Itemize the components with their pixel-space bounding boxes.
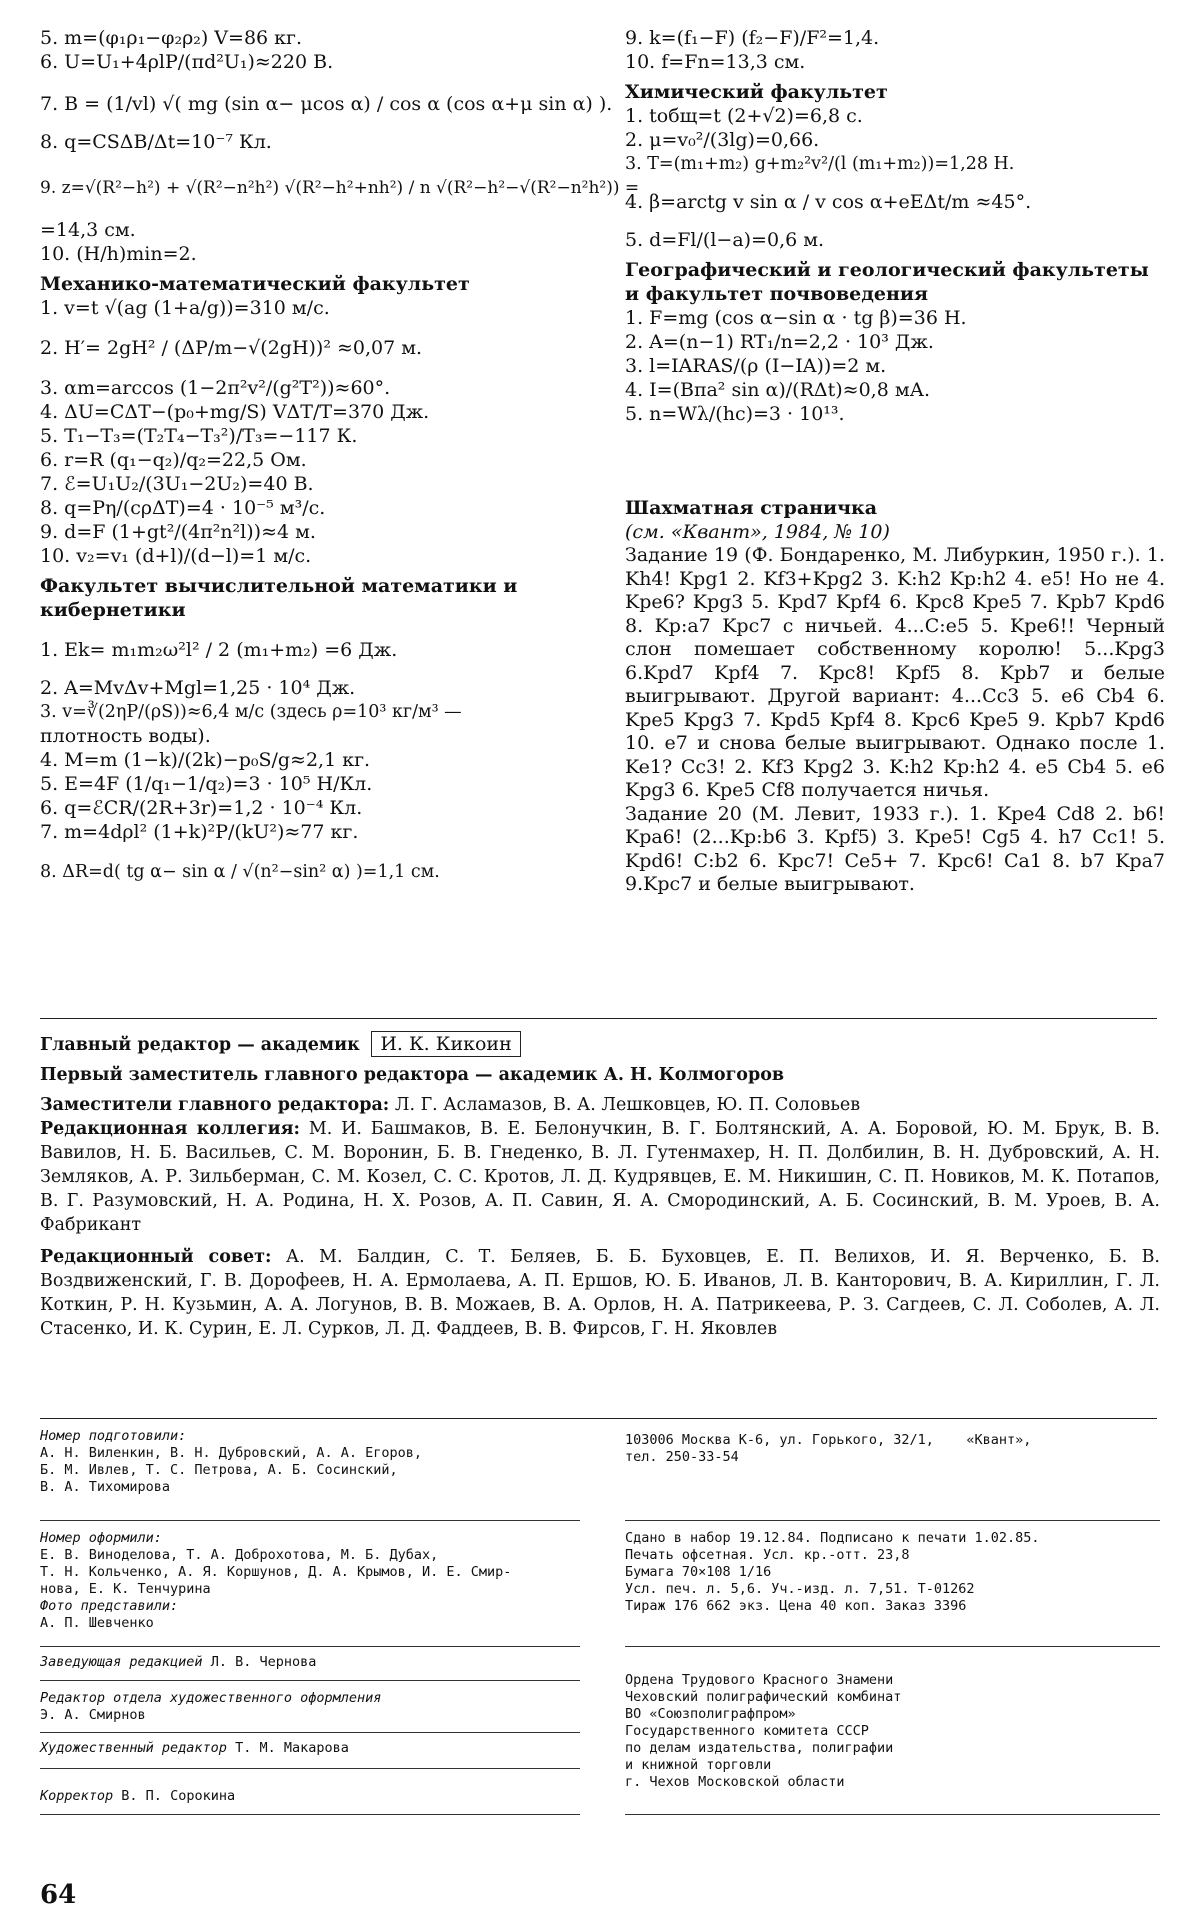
divider bbox=[40, 1646, 580, 1647]
answer-line: 6. U=U₁+4ρlP/(πd²U₁)≈220 В. bbox=[40, 51, 334, 73]
answer-line: 10. (H/h)min=2. bbox=[40, 243, 197, 265]
section-heading-vmk: Факультет вычислительной математики и кибернетики bbox=[40, 575, 518, 621]
answer-line: 3. T=(m₁+m₂) g+m₂²v²/(l (m₁+m₂))=1,28 Н. bbox=[625, 154, 1015, 174]
printer-line: и книжной торговли bbox=[625, 1757, 772, 1773]
answer-line: 8. q=CSΔB/Δt=10⁻⁷ Кл. bbox=[40, 131, 272, 153]
answer-line: 10. f=Fn=13,3 см. bbox=[625, 51, 806, 73]
answer-line: 7. ℰ=U₁U₂/(3U₁−2U₂)=40 В. bbox=[40, 473, 314, 495]
answer-line: 2. A=MvΔv+Mgl=1,25 · 10⁴ Дж. bbox=[40, 677, 356, 699]
printer-line: Чеховский полиграфический комбинат bbox=[625, 1689, 902, 1705]
print-line: Бумага 70×108 1/16 bbox=[625, 1564, 772, 1580]
council-list: А. М. Балдин, С. Т. Беляев, Б. Б. Буховцев, Е. П. Велихов, И. Я. Верченко, Б. В. Воздвиженский, Г. В. Дорофеев, Н. А. Ермолаева, А. П. Ершов, Ю. Б. Иванов, Л. В. Канторович, В. А. Кириллин, Г. Л. Коткин, Р. Н. Кузьмин, А. А. Логунов, В. В. Можаев, В. А. Орлов, Н. А. Патрикеева, Р. З. Сагдеев, С. Л. Соболев, А. Л. Стасенко, И. К. Сурин, Е. Л. Сурков, Л. Д. Фаддеев, В. В. Фирсов, Г. Н. Яковлев bbox=[40, 1247, 1160, 1339]
answer-line: 9. k=(f₁−F) (f₂−F)/F²=1,4. bbox=[625, 27, 880, 49]
answer-line: 9. d=F (1+gt²/(4π²n²l))≈4 м. bbox=[40, 521, 316, 543]
chess-subtitle: (см. «Квант», 1984, № 10) bbox=[625, 521, 890, 543]
deputies-label: Заместители главного редактора: bbox=[40, 1095, 390, 1115]
chess-task-19: Задание 19 (Ф. Бондаренко, М. Либуркин, 1950 г.). 1. Kh4! Kpg1 2. Kf3+Kpg2 3. K:h2 Kp:h2 4. e5! Но не 4. Kpe6? Kpg3 5. Kpd7 Kpf4 6. Kpc8 Kpe5 7. Kpb7 Kpd6 8. Kp:a7 Kpc7 с ничьей. 4...C:e5 5. Kpe6!! Черный слон помешает собственному королю! 5...Kpg3 6.Kpd7 Kpf4 7. Kpc8! Kpf5 8. Kpb7 и белые выигрывают. Другой вариант: 4...Cc3 5. e6 Cb4 6. Kpe5 Kpg3 7. Kpd5 Kpf4 8. Kpc6 Kpe5 9. Kpb7 Kpd6 10. e7 и снова белые выигрывают. Однако после 1. Ke1? Cc3! 2. Kf3 Kpg2 3. K:h2 Kp:h2 4. e5 Cb4 5. e6 Kpg3 6. Kpe5 Cf8 получается ничья. bbox=[625, 544, 1165, 801]
printer-line: Государственного комитета СССР bbox=[625, 1723, 869, 1739]
answer-line: 5. d=Fl/(l−a)=0,6 м. bbox=[625, 229, 825, 251]
chief-editor-name: И. К. Кикоин bbox=[371, 1031, 520, 1057]
answer-line: 4. M=m (1−k)/(2k)−p₀S/g≈2,1 кг. bbox=[40, 749, 371, 771]
print-line: Тираж 176 662 экз. Цена 40 коп. Заказ 3396 bbox=[625, 1598, 967, 1614]
divider bbox=[625, 1814, 1160, 1815]
address-line: 103006 Москва К-6, ул. Горького, 32/1, «Квант», bbox=[625, 1432, 1032, 1448]
print-line: Сдано в набор 19.12.84. Подписано к печати 1.02.85. bbox=[625, 1530, 1040, 1546]
divider bbox=[40, 1520, 580, 1521]
divider bbox=[625, 1646, 1160, 1647]
corrector-name: В. П. Сорокина bbox=[121, 1788, 236, 1804]
address-line: тел. 250-33-54 bbox=[625, 1449, 739, 1465]
prepared-label: Номер подготовили: bbox=[40, 1428, 187, 1444]
section-heading-geography: Географический и геологический факультеты и факультет почвоведения bbox=[625, 259, 1149, 305]
answers-right-column bbox=[625, 26, 1165, 897]
answer-line: 8. ΔR=d( tg α− sin α / √(n²−sin² α) )=1,1 см. bbox=[40, 862, 440, 882]
first-deputy: Первый заместитель главного редактора — академик А. Н. Колмогоров bbox=[40, 1065, 785, 1085]
printer-line: Ордена Трудового Красного Знамени bbox=[625, 1672, 894, 1688]
answer-line: 9. z=√(R²−h²) + √(R²−n²h²) √(R²−h²+nh²) / n √(R²−h²−√(R²−n²h²)) = bbox=[40, 178, 640, 198]
divider bbox=[40, 1018, 1157, 1019]
divider bbox=[40, 1680, 580, 1681]
answer-line: 3. αm=arccos (1−2π²v²/(g²T²))≈60°. bbox=[40, 377, 391, 399]
print-line: Усл. печ. л. 5,6. Уч.-изд. л. 7,51. Т-01262 bbox=[625, 1581, 975, 1597]
answer-line: 2. A=(n−1) RT₁/n=2,2 · 10³ Дж. bbox=[625, 331, 934, 353]
answer-line: 3. l=IARAS/(ρ (I−IA))=2 м. bbox=[625, 355, 887, 377]
head-label: Заведующая редакцией bbox=[40, 1654, 203, 1670]
art-dept-name: Э. А. Смирнов bbox=[40, 1707, 146, 1723]
art-editor-name: Т. М. Макарова bbox=[235, 1740, 349, 1756]
printer-line: по делам издательства, полиграфии bbox=[625, 1740, 894, 1756]
chief-editor-label: Главный редактор — академик bbox=[40, 1035, 360, 1055]
art-editor-label: Художественный редактор bbox=[40, 1740, 227, 1756]
designed-line: Е. В. Виноделова, Т. А. Доброхотова, М. Б. Дубах, bbox=[40, 1547, 439, 1563]
board-label: Редакционная коллегия: bbox=[40, 1119, 300, 1139]
imprint-art-editor bbox=[40, 1740, 580, 1757]
section-heading-chemistry: Химический факультет bbox=[625, 81, 888, 103]
imprint-print-data bbox=[625, 1530, 1160, 1615]
answer-line: 1. Ek= m₁m₂ω²l² / 2 (m₁+m₂) =6 Дж. bbox=[40, 639, 398, 661]
answer-line: =14,3 см. bbox=[40, 219, 136, 241]
imprint-corrector bbox=[40, 1788, 580, 1805]
head-name: Л. В. Чернова bbox=[210, 1654, 317, 1670]
designed-label: Номер оформили: bbox=[40, 1530, 162, 1546]
art-dept-label: Редактор отдела художественного оформления bbox=[40, 1690, 382, 1706]
answer-line: 7. m=4dρl² (1+k)²P/(kU²)≈77 кг. bbox=[40, 821, 359, 843]
page-number: 64 bbox=[40, 1880, 77, 1910]
answer-line: 8. q=Pη/(cρΔT)=4 · 10⁻⁵ м³/с. bbox=[40, 497, 326, 519]
prepared-line: В. А. Тихомирова bbox=[40, 1479, 171, 1495]
deputies-list: Л. Г. Асламазов, В. А. Лешковцев, Ю. П. Соловьев bbox=[394, 1095, 861, 1115]
answer-line: 5. E=4F (1/q₁−1/q₂)=3 · 10⁵ Н/Кл. bbox=[40, 773, 373, 795]
imprint-address bbox=[625, 1432, 1160, 1466]
board-list: М. И. Башмаков, В. Е. Белонучкин, В. Г. Болтянский, А. А. Боровой, Ю. М. Брук, В. В. Вавилов, Н. Б. Васильев, С. М. Воронин, Б. В. Гнеденко, В. Л. Гутенмахер, Н. П. Долбилин, В. Н. Дубровский, А. Н. Земляков, А. Р. Зильберман, С. М. Козел, С. С. Кротов, Л. Д. Кудрявцев, Е. М. Никишин, С. П. Новиков, М. К. Потапов, В. Г. Разумовский, Н. А. Родина, Н. Х. Розов, А. П. Савин, Я. А. Смородинский, А. Б. Сосинский, В. М. Уроев, В. А. Фабрикант bbox=[40, 1119, 1160, 1235]
answer-line: 6. q=ℰCR/(2R+3r)=1,2 · 10⁻⁴ Кл. bbox=[40, 797, 363, 819]
answer-line: 7. B = (1/vl) √( mg (sin α− μcos α) / cos α (cos α+μ sin α) ). bbox=[40, 93, 613, 115]
imprint-designed bbox=[40, 1530, 580, 1632]
answer-line: 5. n=Wλ/(hc)=3 · 10¹³. bbox=[625, 403, 845, 425]
answer-line: 4. I=(Bπa² sin α)/(RΔt)≈0,8 мА. bbox=[625, 379, 931, 401]
divider bbox=[40, 1732, 580, 1733]
answer-line: 5. T₁−T₃=(T₂T₄−T₃²)/T₃=−117 К. bbox=[40, 425, 358, 447]
photo-label: Фото представили: bbox=[40, 1598, 179, 1614]
answer-line: 2. H′= 2gH² / (ΔP/m−√(2gH))² ≈0,07 м. bbox=[40, 337, 423, 359]
answers-left-column bbox=[40, 26, 640, 884]
printer-line: г. Чехов Московской области bbox=[625, 1774, 845, 1790]
answer-line: 4. ΔU=CΔT−(p₀+mg/S) VΔT/T=370 Дж. bbox=[40, 401, 430, 423]
imprint-prepared bbox=[40, 1428, 580, 1496]
divider bbox=[40, 1768, 580, 1769]
answer-line: 5. m=(φ₁ρ₁−φ₂ρ₂) V=86 кг. bbox=[40, 27, 303, 49]
answer-line: 2. μ=v₀²/(3lg)=0,66. bbox=[625, 129, 820, 151]
imprint-printer bbox=[625, 1672, 1160, 1791]
council-label: Редакционный совет: bbox=[40, 1247, 272, 1267]
imprint-art-dept bbox=[40, 1690, 580, 1724]
divider bbox=[625, 1520, 1160, 1521]
section-heading-mechmat: Механико-математический факультет bbox=[40, 273, 470, 295]
photo-name: А. П. Шевченко bbox=[40, 1615, 154, 1631]
answer-line: 1. tобщ=t (2+√2)=6,8 с. bbox=[625, 105, 863, 127]
answer-line: 3. v=∛(2ηP/(ρS))≈6,4 м/с (здесь ρ=10³ кг/м³ — bbox=[40, 702, 462, 722]
imprint-head bbox=[40, 1654, 580, 1671]
designed-line: нова, Е. К. Тенчурина bbox=[40, 1581, 211, 1597]
divider bbox=[40, 1418, 1157, 1419]
answer-line: 4. β=arctg v sin α / v cos α+eEΔt/m ≈45°. bbox=[625, 191, 1032, 213]
prepared-line: Б. М. Ивлев, Т. С. Петрова, А. Б. Сосинский, bbox=[40, 1462, 398, 1478]
editorial-block bbox=[40, 1032, 1160, 1341]
answer-line: 10. v₂=v₁ (d+l)/(d−l)=1 м/с. bbox=[40, 545, 312, 567]
answer-line: 6. r=R (q₁−q₂)/q₂=22,5 Ом. bbox=[40, 449, 307, 471]
print-line: Печать офсетная. Усл. кр.-отт. 23,8 bbox=[625, 1547, 910, 1563]
corrector-label: Корректор bbox=[40, 1788, 114, 1804]
designed-line: Т. Н. Кольченко, А. Я. Коршунов, Д. А. Крымов, И. Е. Смир- bbox=[40, 1564, 512, 1580]
prepared-line: А. Н. Виленкин, В. Н. Дубровский, А. А. Егоров, bbox=[40, 1445, 423, 1461]
answer-line: плотность воды). bbox=[40, 725, 211, 747]
answer-line: 1. F=mg (cos α−sin α · tg β)=36 Н. bbox=[625, 307, 967, 329]
printer-line: ВО «Союзполиграфпром» bbox=[625, 1706, 796, 1722]
divider bbox=[40, 1814, 580, 1815]
chess-task-20: Задание 20 (М. Левит, 1933 г.). 1. Kpe4 Cd8 2. b6! Kpa6! (2...Kp:b6 3. Kpf5) 3. Kpe5! Cg5 4. h7 Cc1! 5. Kpd6! C:b2 6. Kpc7! Ce5+ 7. Kpc6! Ca1 8. b7 Kpa7 9.Kpc7 и белые выигрывают. bbox=[625, 802, 1165, 895]
answer-line: 1. v=t √(ag (1+a/g))=310 м/с. bbox=[40, 297, 330, 319]
chess-title: Шахматная страничка bbox=[625, 497, 878, 519]
